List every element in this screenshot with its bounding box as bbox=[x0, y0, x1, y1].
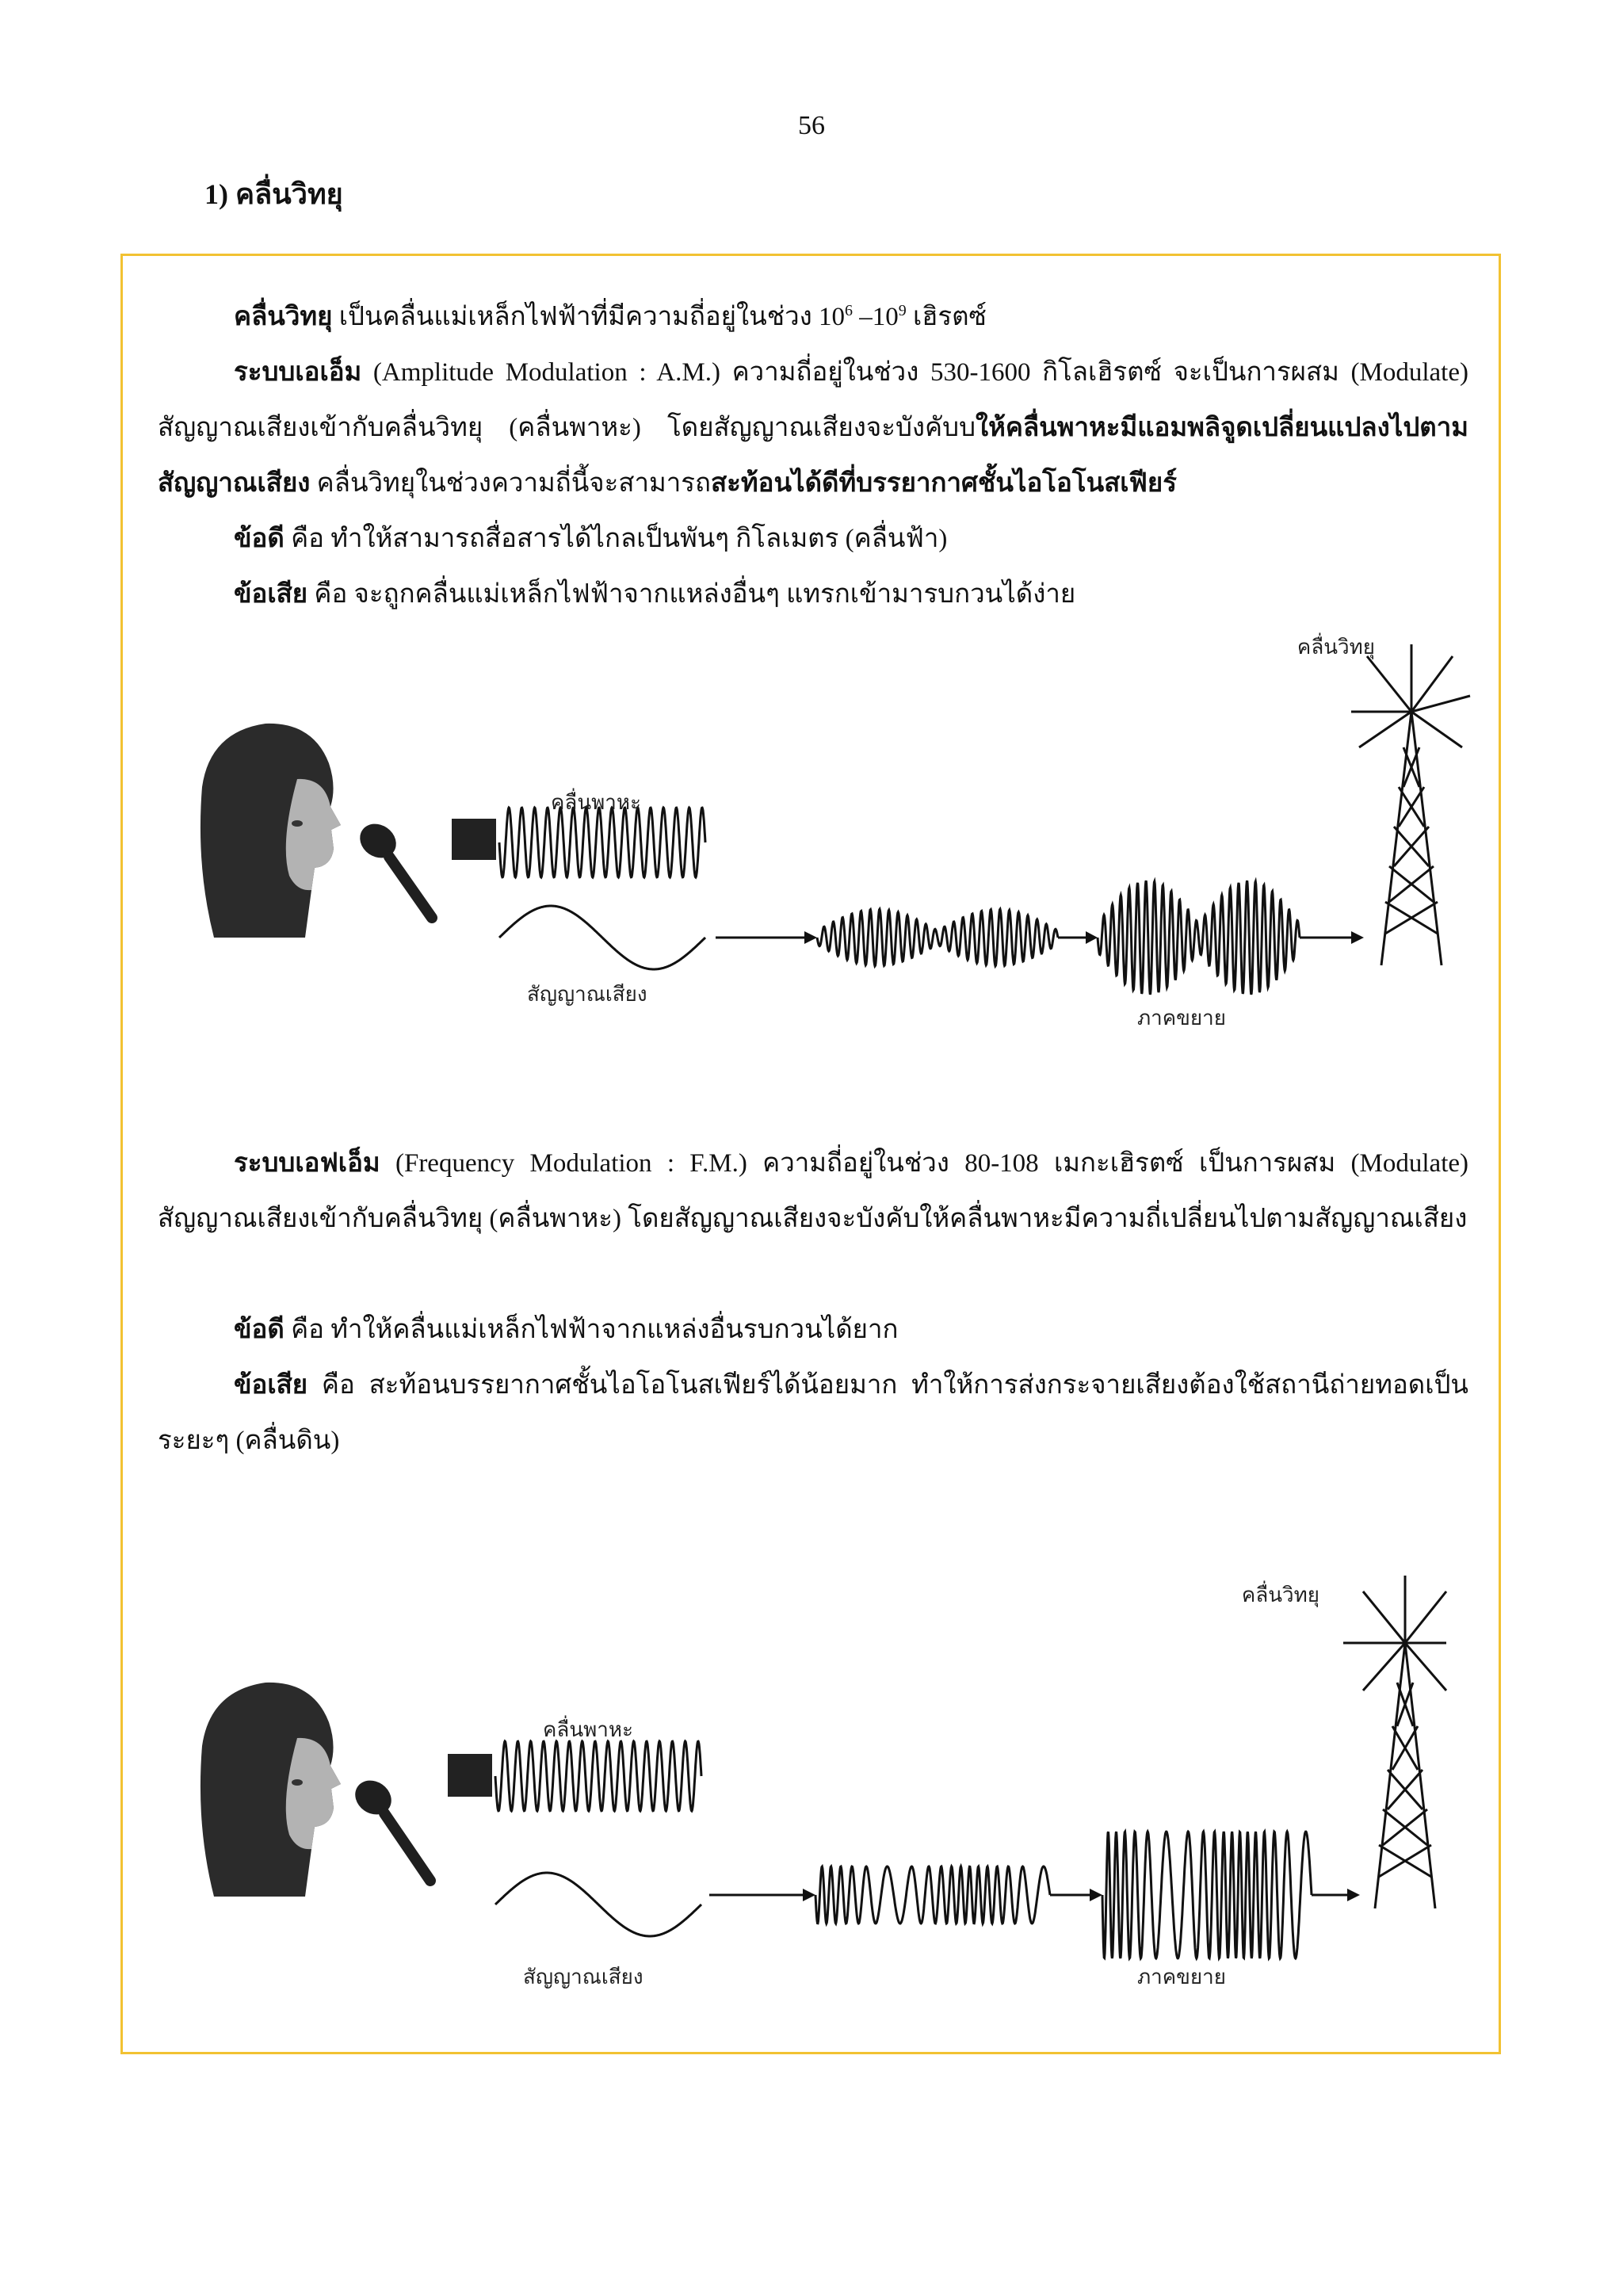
fm-description bbox=[158, 1136, 1468, 1247]
radio-def-exponent-b: 9 bbox=[898, 302, 907, 319]
amplified-fm-wave bbox=[1102, 1832, 1312, 1958]
carrier-wave bbox=[499, 808, 705, 877]
am-modulation-figure bbox=[178, 636, 1446, 1080]
amplified-am-wave bbox=[1098, 881, 1300, 995]
am-text-2: คลื่นวิทยุในช่วงความถี่นี้จะสามารถ bbox=[310, 469, 711, 498]
radio-def-text-c: เฮิรตซ์ bbox=[906, 303, 987, 331]
am-description bbox=[158, 345, 1468, 511]
speaker-girl-illustration bbox=[200, 724, 341, 938]
label-amplifier: ภาคขยาย bbox=[1137, 1007, 1226, 1030]
am-text-1: (Amplitude Modulation : A.M.) ความถี่อยู่ในช่วง 530-1600 กิโลเฮิรตซ์ จะเป็นการผสม (Modulate) สัญญาณเสียงเข้ากับคลื่นวิทยุ (คลื่นพาหะ) โดยสัญญาณเสียงจะบังคับบ bbox=[158, 358, 1468, 442]
term-radio-wave: คลื่นวิทยุ bbox=[234, 303, 333, 331]
section-heading: 1) คลื่นวิทยุ bbox=[204, 178, 343, 210]
radio-def-text-b: –10 bbox=[852, 303, 899, 331]
transmitter-tower-icon bbox=[1351, 644, 1470, 965]
microphone-icon bbox=[349, 1774, 430, 1881]
fm-modulated-wave bbox=[815, 1866, 1050, 1924]
transmitter-tower-icon bbox=[1343, 1576, 1446, 1908]
page-number: 56 bbox=[798, 111, 825, 140]
term-am-disadvantage: ข้อเสีย bbox=[234, 580, 308, 609]
arrow-head bbox=[803, 1889, 815, 1901]
arrow-head bbox=[1086, 931, 1098, 944]
arrow-head bbox=[1351, 931, 1364, 944]
radio-def-text-a: เป็นคลื่นแม่เหล็กไฟฟ้าที่มีความถี่อยู่ในช่วง 10 bbox=[332, 303, 845, 331]
content-box bbox=[120, 254, 1501, 2054]
am-disadvantage bbox=[158, 567, 1468, 622]
label-amplifier: ภาคขยาย bbox=[1137, 1966, 1226, 1989]
radio-wave-definition bbox=[158, 289, 1468, 345]
audio-signal-wave bbox=[499, 906, 705, 969]
fm-text-1: (Frequency Modulation : F.M.) ความถี่อยู่ในช่วง 80-108 เมกะเฮิรตซ์ เป็นการผสม (Modulate) สัญญาณเสียงเข้ากับคลื่นวิทยุ (คลื่นพาหะ) โดยสัญญาณเสียงจะบังคับให้คลื่นพาหะมีความถี่เปลี่ยนไปตามสัญญาณเสียง bbox=[158, 1149, 1468, 1233]
microphone-icon bbox=[353, 817, 432, 918]
label-radio-wave: คลื่นวิทยุ bbox=[1296, 636, 1375, 659]
label-carrier-wave: คลื่นพาหะ bbox=[543, 1718, 633, 1742]
am-bold-2: สะท้อนได้ดีที่บรรยากาศชั้นไอโอโนสเฟียร์ bbox=[711, 469, 1177, 498]
term-fm-disadvantage: ข้อเสีย bbox=[234, 1371, 308, 1400]
fm-disadvantage-text: คือ สะท้อนบรรยากาศชั้นไอโอโนสเฟียร์ได้น้อยมาก ทำให้การส่งกระจายเสียงต้องใช้สถานีถ่ายทอดเป็นระยะๆ (คลื่นดิน) bbox=[158, 1371, 1468, 1455]
arrow-head bbox=[1090, 1889, 1102, 1901]
label-audio-signal: สัญญาณเสียง bbox=[527, 983, 647, 1007]
speaker-girl-illustration bbox=[200, 1683, 341, 1897]
radio-def-exponent-a: 6 bbox=[844, 302, 853, 319]
fm-modulation-figure bbox=[178, 1556, 1446, 2031]
am-bold-1: ให้คลื่นพาหะมีแอมพลิจูดเปลี่ยนแปลงไปตามสัญญาณเสียง bbox=[158, 414, 1468, 498]
am-modulated-wave bbox=[817, 909, 1058, 966]
carrier-wave bbox=[495, 1741, 701, 1811]
term-am: ระบบเอเอ็ม bbox=[234, 358, 362, 387]
oscillator-box bbox=[448, 1754, 492, 1797]
am-advantage bbox=[158, 511, 1468, 567]
label-carrier-wave: คลื่นพาหะ bbox=[551, 791, 641, 815]
am-disadvantage-text: คือ จะถูกคลื่นแม่เหล็กไฟฟ้าจากแหล่งอื่นๆ แทรกเข้ามารบกวนได้ง่าย bbox=[307, 580, 1076, 609]
fm-advantage bbox=[158, 1302, 1468, 1358]
term-fm: ระบบเอฟเอ็ม bbox=[234, 1149, 380, 1178]
term-fm-advantage: ข้อดี bbox=[234, 1316, 285, 1344]
term-am-advantage: ข้อดี bbox=[234, 525, 285, 553]
oscillator-box bbox=[452, 819, 496, 860]
fm-disadvantage bbox=[158, 1358, 1468, 1469]
am-advantage-text: คือ ทำให้สามารถสื่อสารได้ไกลเป็นพันๆ กิโลเมตร (คลื่นฟ้า) bbox=[284, 525, 948, 553]
arrow-head bbox=[804, 931, 817, 944]
label-radio-wave: คลื่นวิทยุ bbox=[1241, 1584, 1319, 1607]
audio-signal-wave bbox=[495, 1873, 701, 1936]
fm-advantage-text: คือ ทำให้คลื่นแม่เหล็กไฟฟ้าจากแหล่งอื่นรบกวนได้ยาก bbox=[284, 1316, 899, 1344]
label-audio-signal: สัญญาณเสียง bbox=[523, 1966, 643, 1989]
arrow-head bbox=[1347, 1889, 1360, 1901]
